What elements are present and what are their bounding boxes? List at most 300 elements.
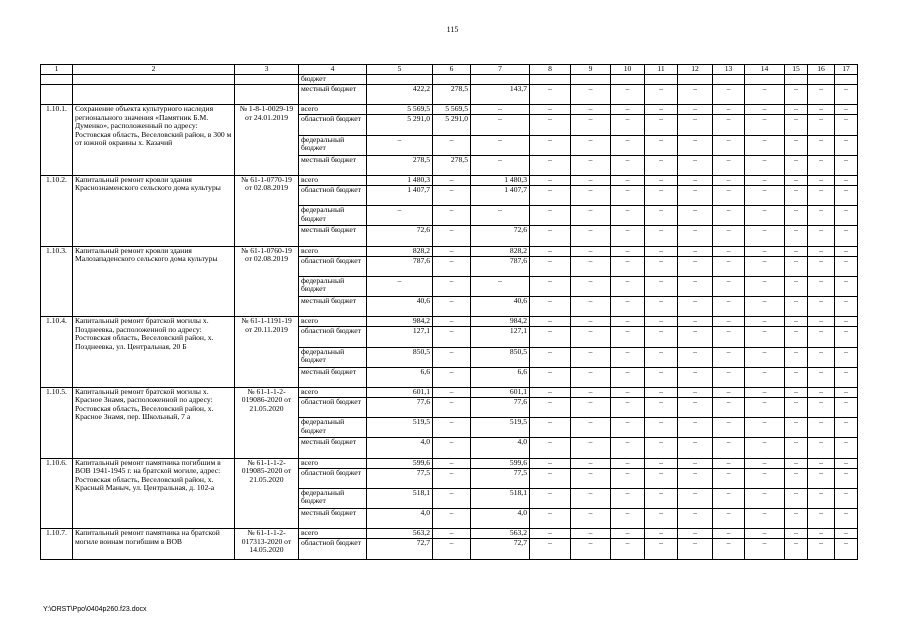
value-v7: – — [471, 155, 530, 175]
value-col-11: – — [645, 186, 678, 206]
value-col-13: – — [713, 438, 745, 458]
value-col-14: – — [745, 297, 785, 317]
value-col-8: – — [530, 206, 571, 226]
value-col-12: – — [678, 488, 713, 508]
value-col-11: – — [645, 226, 678, 246]
value-v7: – — [471, 105, 530, 115]
document-number: № 61-1-1-2-017313-2020 от 14.05.2020 — [235, 529, 299, 559]
value-col-12: – — [678, 539, 713, 559]
value-v7: 787,6 — [471, 256, 530, 276]
value-col-8: – — [530, 539, 571, 559]
value-col-9: – — [571, 398, 611, 418]
budget-source-label: федеральный бюджет — [299, 418, 367, 438]
value-v7: 72,7 — [471, 539, 530, 559]
value-col-8: – — [530, 256, 571, 276]
value-col-10: – — [611, 458, 645, 468]
value-col-13: – — [713, 367, 745, 387]
value-col-12: – — [678, 297, 713, 317]
value-col-14: – — [745, 509, 785, 529]
value-v5: 828,2 — [367, 246, 433, 256]
value-col-13: – — [713, 327, 745, 347]
item-number: 1.10.2. — [41, 175, 73, 246]
value-col-14: – — [745, 256, 785, 276]
value-v5: 1 480,3 — [367, 175, 433, 185]
value-v6: – — [433, 509, 471, 529]
value-col-13: – — [713, 539, 745, 559]
value-col-16 — [808, 75, 835, 85]
value-col-11 — [645, 75, 678, 85]
value-col-10: – — [611, 438, 645, 458]
budget-source-label: областной бюджет — [299, 398, 367, 418]
value-col-11: – — [645, 438, 678, 458]
item-description: Капитальный ремонт братской могилы х. Позднеевка, расположенной по адресу: Ростовская область, Веселовский район, х. Позднеевка, ул. Центральная, 20 Б — [73, 317, 235, 388]
value-v5: 422,2 — [367, 85, 433, 105]
value-col-17: – — [835, 317, 858, 327]
value-v5: 40,6 — [367, 297, 433, 317]
value-v5: 563,2 — [367, 529, 433, 539]
value-v7: 77,5 — [471, 468, 530, 488]
value-col-15: – — [785, 398, 808, 418]
value-col-14: – — [745, 398, 785, 418]
value-col-17: – — [835, 175, 858, 185]
value-col-12: – — [678, 458, 713, 468]
value-col-8: – — [530, 488, 571, 508]
budget-source-label: местный бюджет — [299, 85, 367, 105]
value-col-14: – — [745, 186, 785, 206]
value-col-9: – — [571, 256, 611, 276]
value-col-16: – — [808, 488, 835, 508]
value-col-16: – — [808, 246, 835, 256]
value-col-9: – — [571, 276, 611, 296]
value-col-9: – — [571, 367, 611, 387]
item-number: 1.10.4. — [41, 317, 73, 388]
value-col-17: – — [835, 115, 858, 135]
document-number: № 61-1-0770-19 от 02.08.2019 — [235, 175, 299, 246]
value-col-16: – — [808, 367, 835, 387]
value-col-9: – — [571, 105, 611, 115]
header-col-2: 2 — [73, 65, 235, 75]
value-col-8: – — [530, 226, 571, 246]
value-v6: – — [433, 387, 471, 397]
value-v5: 599,6 — [367, 458, 433, 468]
value-v5: – — [367, 135, 433, 155]
document-number: № 61-1-1191-19 от 20.11.2019 — [235, 317, 299, 388]
value-col-12: – — [678, 276, 713, 296]
value-col-16: – — [808, 317, 835, 327]
value-col-11: – — [645, 539, 678, 559]
budget-source-label: федеральный бюджет — [299, 135, 367, 155]
value-col-14: – — [745, 327, 785, 347]
value-col-14: – — [745, 115, 785, 135]
value-col-13: – — [713, 317, 745, 327]
value-col-15: – — [785, 246, 808, 256]
header-col-1: 1 — [41, 65, 73, 75]
value-v7: 40,6 — [471, 297, 530, 317]
value-col-13: – — [713, 175, 745, 185]
item-description: Капитальный ремонт кровли здания Малозападенского сельского дома культуры — [73, 246, 235, 317]
value-col-9: – — [571, 85, 611, 105]
budget-source-label: местный бюджет — [299, 509, 367, 529]
value-col-8: – — [530, 115, 571, 135]
value-col-12: – — [678, 256, 713, 276]
budget-source-label: федеральный бюджет — [299, 488, 367, 508]
value-col-9: – — [571, 488, 611, 508]
value-col-17: – — [835, 297, 858, 317]
budget-source-label: бюджет — [299, 75, 367, 85]
value-col-15: – — [785, 155, 808, 175]
value-col-15: – — [785, 226, 808, 246]
value-v7: – — [471, 276, 530, 296]
value-col-14: – — [745, 488, 785, 508]
value-col-10: – — [611, 387, 645, 397]
value-col-11: – — [645, 256, 678, 276]
budget-source-label: федеральный бюджет — [299, 347, 367, 367]
page-number: 115 — [446, 25, 459, 34]
value-col-13: – — [713, 468, 745, 488]
value-col-17: – — [835, 438, 858, 458]
item-number: 1.10.3. — [41, 246, 73, 317]
value-v7: – — [471, 135, 530, 155]
value-v7: – — [471, 115, 530, 135]
value-col-14: – — [745, 105, 785, 115]
table-row — [41, 387, 858, 397]
value-col-10: – — [611, 418, 645, 438]
value-col-16: – — [808, 226, 835, 246]
value-col-9: – — [571, 529, 611, 539]
value-col-17 — [835, 75, 858, 85]
value-col-16: – — [808, 438, 835, 458]
value-v6: – — [433, 418, 471, 438]
value-col-9: – — [571, 438, 611, 458]
value-v6: – — [433, 186, 471, 206]
value-col-9: – — [571, 186, 611, 206]
value-col-17: – — [835, 135, 858, 155]
value-col-14: – — [745, 317, 785, 327]
value-col-14: – — [745, 226, 785, 246]
value-col-15: – — [785, 85, 808, 105]
value-col-12: – — [678, 206, 713, 226]
value-v6: – — [433, 246, 471, 256]
value-col-11: – — [645, 387, 678, 397]
value-col-11: – — [645, 155, 678, 175]
value-col-16: – — [808, 468, 835, 488]
value-col-9: – — [571, 226, 611, 246]
value-col-16: – — [808, 135, 835, 155]
item-number: 1.10.5. — [41, 387, 73, 458]
value-v6: – — [433, 468, 471, 488]
value-col-12: – — [678, 468, 713, 488]
value-col-15: – — [785, 438, 808, 458]
value-col-14: – — [745, 155, 785, 175]
header-col-16: 16 — [808, 65, 835, 75]
value-col-16: – — [808, 256, 835, 276]
value-v7: 599,6 — [471, 458, 530, 468]
value-v5: 787,6 — [367, 256, 433, 276]
item-number — [41, 85, 73, 105]
header-col-11: 11 — [645, 65, 678, 75]
value-col-16: – — [808, 297, 835, 317]
value-col-8: – — [530, 186, 571, 206]
value-v6: – — [433, 438, 471, 458]
value-col-17: – — [835, 85, 858, 105]
value-col-16: – — [808, 347, 835, 367]
value-col-17: – — [835, 327, 858, 347]
value-col-11: – — [645, 206, 678, 226]
value-v5: 984,2 — [367, 317, 433, 327]
value-col-9: – — [571, 539, 611, 559]
value-col-15: – — [785, 115, 808, 135]
value-v6: – — [433, 297, 471, 317]
value-col-14: – — [745, 347, 785, 367]
value-col-8: – — [530, 509, 571, 529]
value-col-10: – — [611, 367, 645, 387]
value-col-8: – — [530, 398, 571, 418]
value-v6: – — [433, 226, 471, 246]
value-col-16: – — [808, 418, 835, 438]
budget-source-label: областной бюджет — [299, 468, 367, 488]
table-row — [41, 175, 858, 185]
value-v7: 601,1 — [471, 387, 530, 397]
value-col-11: – — [645, 367, 678, 387]
value-col-11: – — [645, 276, 678, 296]
value-col-14 — [745, 75, 785, 85]
value-v6: – — [433, 175, 471, 185]
value-col-16: – — [808, 387, 835, 397]
value-v6: – — [433, 256, 471, 276]
value-v7: 143,7 — [471, 85, 530, 105]
value-v6: – — [433, 367, 471, 387]
value-col-13: – — [713, 387, 745, 397]
value-col-16: – — [808, 529, 835, 539]
value-col-12: – — [678, 226, 713, 246]
value-v6: – — [433, 317, 471, 327]
value-col-10: – — [611, 347, 645, 367]
value-v7: 6,6 — [471, 367, 530, 387]
header-col-4: 4 — [299, 65, 367, 75]
budget-source-label: всего — [299, 317, 367, 327]
value-col-10: – — [611, 539, 645, 559]
table-row — [41, 458, 858, 468]
value-col-16: – — [808, 115, 835, 135]
value-v5: 5 291,0 — [367, 115, 433, 135]
value-col-14: – — [745, 468, 785, 488]
value-col-9: – — [571, 387, 611, 397]
header-col-8: 8 — [530, 65, 571, 75]
value-col-14: – — [745, 246, 785, 256]
value-col-13: – — [713, 256, 745, 276]
value-col-10: – — [611, 276, 645, 296]
value-col-13: – — [713, 105, 745, 115]
value-v5: – — [367, 206, 433, 226]
value-v6: – — [433, 135, 471, 155]
document-number: № 1-8-1-0029-19 от 24.01.2019 — [235, 105, 299, 176]
value-col-9 — [571, 75, 611, 85]
value-col-17: – — [835, 226, 858, 246]
value-col-12: – — [678, 327, 713, 347]
value-col-10: – — [611, 175, 645, 185]
value-col-10: – — [611, 85, 645, 105]
value-col-12: – — [678, 509, 713, 529]
budget-source-label: федеральный бюджет — [299, 276, 367, 296]
value-col-15: – — [785, 539, 808, 559]
value-v7: 828,2 — [471, 246, 530, 256]
value-col-14: – — [745, 276, 785, 296]
budget-source-label: областной бюджет — [299, 256, 367, 276]
value-v6: – — [433, 276, 471, 296]
value-col-12: – — [678, 85, 713, 105]
value-col-8: – — [530, 438, 571, 458]
value-v7: 4,0 — [471, 438, 530, 458]
value-col-13: – — [713, 115, 745, 135]
header-col-17: 17 — [835, 65, 858, 75]
value-col-10: – — [611, 226, 645, 246]
item-description — [73, 85, 235, 105]
value-v6 — [433, 75, 471, 85]
item-number: 1.10.6. — [41, 458, 73, 529]
value-col-15: – — [785, 347, 808, 367]
value-col-14: – — [745, 387, 785, 397]
header-col-14: 14 — [745, 65, 785, 75]
value-col-10: – — [611, 135, 645, 155]
value-col-8: – — [530, 347, 571, 367]
value-v7: 850,5 — [471, 347, 530, 367]
value-v5: 4,0 — [367, 438, 433, 458]
value-col-8: – — [530, 85, 571, 105]
value-col-15: – — [785, 105, 808, 115]
value-col-12: – — [678, 347, 713, 367]
header-col-5: 5 — [367, 65, 433, 75]
value-col-15: – — [785, 297, 808, 317]
value-col-12: – — [678, 317, 713, 327]
value-col-10: – — [611, 529, 645, 539]
budget-source-label: всего — [299, 387, 367, 397]
value-col-8: – — [530, 246, 571, 256]
value-v6: 278,5 — [433, 85, 471, 105]
value-col-13: – — [713, 398, 745, 418]
value-v6: – — [433, 327, 471, 347]
value-col-8: – — [530, 327, 571, 347]
value-v6: – — [433, 398, 471, 418]
table-row — [41, 246, 858, 256]
value-col-15: – — [785, 529, 808, 539]
budget-source-label: местный бюджет — [299, 367, 367, 387]
budget-source-label: местный бюджет — [299, 226, 367, 246]
value-col-8 — [530, 75, 571, 85]
value-col-15: – — [785, 367, 808, 387]
value-v5: 72,6 — [367, 226, 433, 246]
value-col-11: – — [645, 105, 678, 115]
value-v7: 72,6 — [471, 226, 530, 246]
value-col-17: – — [835, 458, 858, 468]
header-col-7: 7 — [471, 65, 530, 75]
value-v7: 1 407,7 — [471, 186, 530, 206]
value-v5: 519,5 — [367, 418, 433, 438]
item-number — [41, 75, 73, 85]
value-col-9: – — [571, 246, 611, 256]
value-col-17: – — [835, 509, 858, 529]
value-col-13 — [713, 75, 745, 85]
value-col-9: – — [571, 317, 611, 327]
header-col-13: 13 — [713, 65, 745, 75]
value-col-12 — [678, 75, 713, 85]
value-col-8: – — [530, 529, 571, 539]
value-col-9: – — [571, 206, 611, 226]
value-col-14: – — [745, 418, 785, 438]
value-col-12: – — [678, 105, 713, 115]
value-col-8: – — [530, 297, 571, 317]
header-col-9: 9 — [571, 65, 611, 75]
value-col-16: – — [808, 175, 835, 185]
value-col-17: – — [835, 105, 858, 115]
table-row — [41, 105, 858, 115]
value-col-13: – — [713, 85, 745, 105]
value-col-13: – — [713, 276, 745, 296]
value-col-10: – — [611, 488, 645, 508]
value-col-11: – — [645, 175, 678, 185]
value-col-17: – — [835, 276, 858, 296]
value-col-11: – — [645, 529, 678, 539]
value-col-17: – — [835, 256, 858, 276]
value-col-14: – — [745, 135, 785, 155]
value-col-13: – — [713, 529, 745, 539]
value-v5: 850,5 — [367, 347, 433, 367]
budget-source-label: местный бюджет — [299, 297, 367, 317]
value-col-10: – — [611, 115, 645, 135]
value-col-17: – — [835, 539, 858, 559]
value-col-16: – — [808, 398, 835, 418]
value-col-17: – — [835, 387, 858, 397]
value-col-12: – — [678, 246, 713, 256]
item-description — [73, 75, 235, 85]
value-col-13: – — [713, 186, 745, 206]
value-col-11: – — [645, 85, 678, 105]
budget-table — [40, 64, 858, 560]
value-col-9: – — [571, 175, 611, 185]
value-v7: – — [471, 206, 530, 226]
value-col-13: – — [713, 418, 745, 438]
value-v5: 278,5 — [367, 155, 433, 175]
document-number: № 61-1-0760-19 от 02.08.2019 — [235, 246, 299, 317]
value-col-13: – — [713, 297, 745, 317]
header-col-15: 15 — [785, 65, 808, 75]
header-col-3: 3 — [235, 65, 299, 75]
item-description: Капитальный ремонт кровли здания Краснознаменского сельского дома культуры — [73, 175, 235, 246]
value-v5: 4,0 — [367, 509, 433, 529]
value-col-10: – — [611, 246, 645, 256]
document-number: № 61-1-1-2-019086-2020 от 21.05.2020 — [235, 387, 299, 458]
value-col-9: – — [571, 297, 611, 317]
item-number: 1.10.7. — [41, 529, 73, 559]
item-description: Капитальный ремонт братской могилы х. Красное Знамя, расположенной по адресу: Ростовская область, Веселовский район, х. Красное Знамя, пер. Школьный, 7 а — [73, 387, 235, 458]
item-description: Сохранение объекта культурного наследия регионального значения «Памятник Б.М. Думенко», расположенный по адресу: Ростовская область, Веселовский район, в 300 м от южной окраины х. Казачий — [73, 105, 235, 176]
value-v7: 127,1 — [471, 327, 530, 347]
value-col-12: – — [678, 398, 713, 418]
value-col-17: – — [835, 246, 858, 256]
value-col-11: – — [645, 135, 678, 155]
value-col-13: – — [713, 509, 745, 529]
value-col-8: – — [530, 418, 571, 438]
value-col-10 — [611, 75, 645, 85]
value-v6: 5 569,5 — [433, 105, 471, 115]
header-col-12: 12 — [678, 65, 713, 75]
value-col-13: – — [713, 488, 745, 508]
document-number — [235, 75, 299, 85]
value-v6: 5 291,0 — [433, 115, 471, 135]
value-col-15: – — [785, 206, 808, 226]
value-col-17: – — [835, 206, 858, 226]
value-col-8: – — [530, 155, 571, 175]
value-col-14: – — [745, 175, 785, 185]
